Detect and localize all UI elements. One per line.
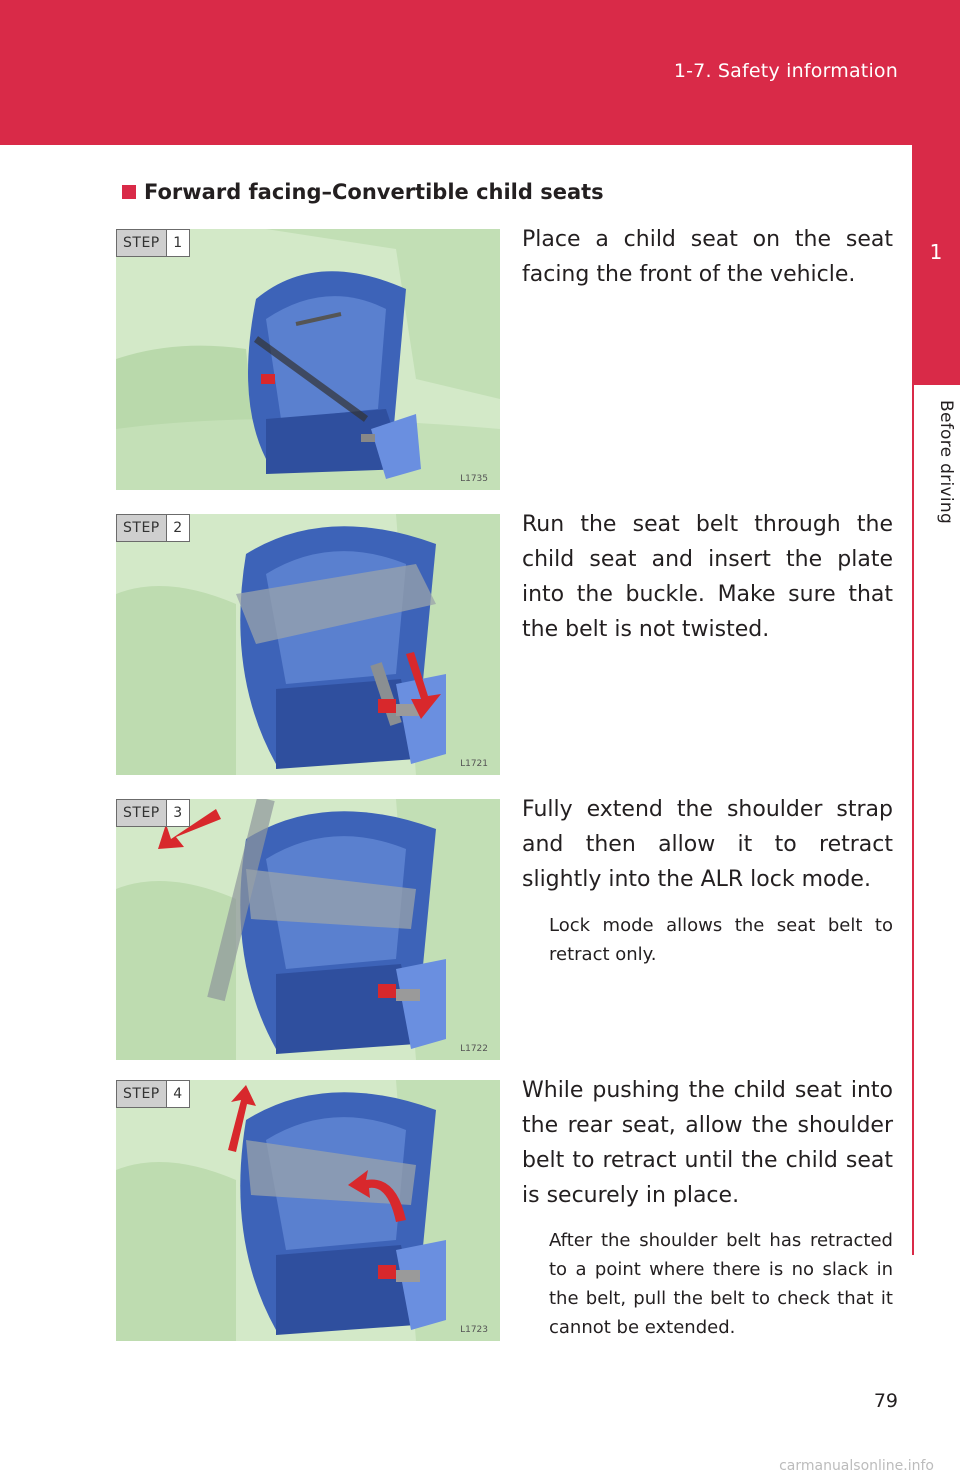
section-heading [122, 180, 604, 204]
child-seat-illustration [116, 229, 500, 490]
page-number: 79 [873, 1390, 898, 1412]
step-4-note: After the shoulder belt has retracted to a point where there is no slack in the belt, pull the belt to check that it cannot be extended. [549, 1230, 893, 1338]
step-badge [116, 514, 190, 542]
chapter-tab [912, 145, 960, 385]
step-badge-number: 2 [166, 515, 189, 541]
section-heading-text: Forward facing–Convertible child seats [144, 180, 604, 204]
chapter-number: 1 [929, 240, 943, 264]
step-badge-number: 3 [166, 800, 189, 826]
section-title: 1-7. Safety information [673, 60, 898, 82]
side-divider [912, 385, 914, 1255]
step-badge [116, 229, 190, 257]
step-badge-label: STEP [123, 520, 160, 536]
step-badge-label: STEP [123, 235, 160, 251]
header-band [0, 0, 960, 145]
step-1-text: Place a child seat on the seat facing the front of the vehicle. [522, 227, 893, 287]
step-badge [116, 799, 190, 827]
figure-code: L1722 [460, 1044, 488, 1054]
step-badge [116, 1080, 190, 1108]
step-badge-number: 1 [166, 230, 189, 256]
heading-square-icon [122, 185, 136, 199]
step-badge-label: STEP [123, 1086, 160, 1102]
watermark: carmanualsonline.info [779, 1458, 934, 1474]
step-badge-label: STEP [123, 805, 160, 821]
step-4-text: While pushing the child seat into the rear seat, allow the shoulder belt to retract until the child seat is securely in place. [522, 1078, 893, 1208]
step-3-note: Lock mode allows the seat belt to retract only. [549, 915, 893, 965]
step-2-text: Run the seat belt through the child seat and insert the plate into the buckle. Make sure that the belt is not twisted. [522, 512, 893, 642]
figure-code: L1735 [460, 474, 488, 484]
step-1-illustration [116, 229, 500, 490]
figure-code: L1721 [460, 759, 488, 769]
chapter-label: Before driving [936, 400, 956, 525]
step-badge-number: 4 [166, 1081, 189, 1107]
step-2-illustration [116, 514, 500, 775]
step-3-text: Fully extend the shoulder strap and then allow it to retract slightly into the ALR lock mode. [522, 797, 893, 892]
step-3-illustration [116, 799, 500, 1060]
figure-code: L1723 [460, 1325, 488, 1335]
step-4-illustration [116, 1080, 500, 1341]
